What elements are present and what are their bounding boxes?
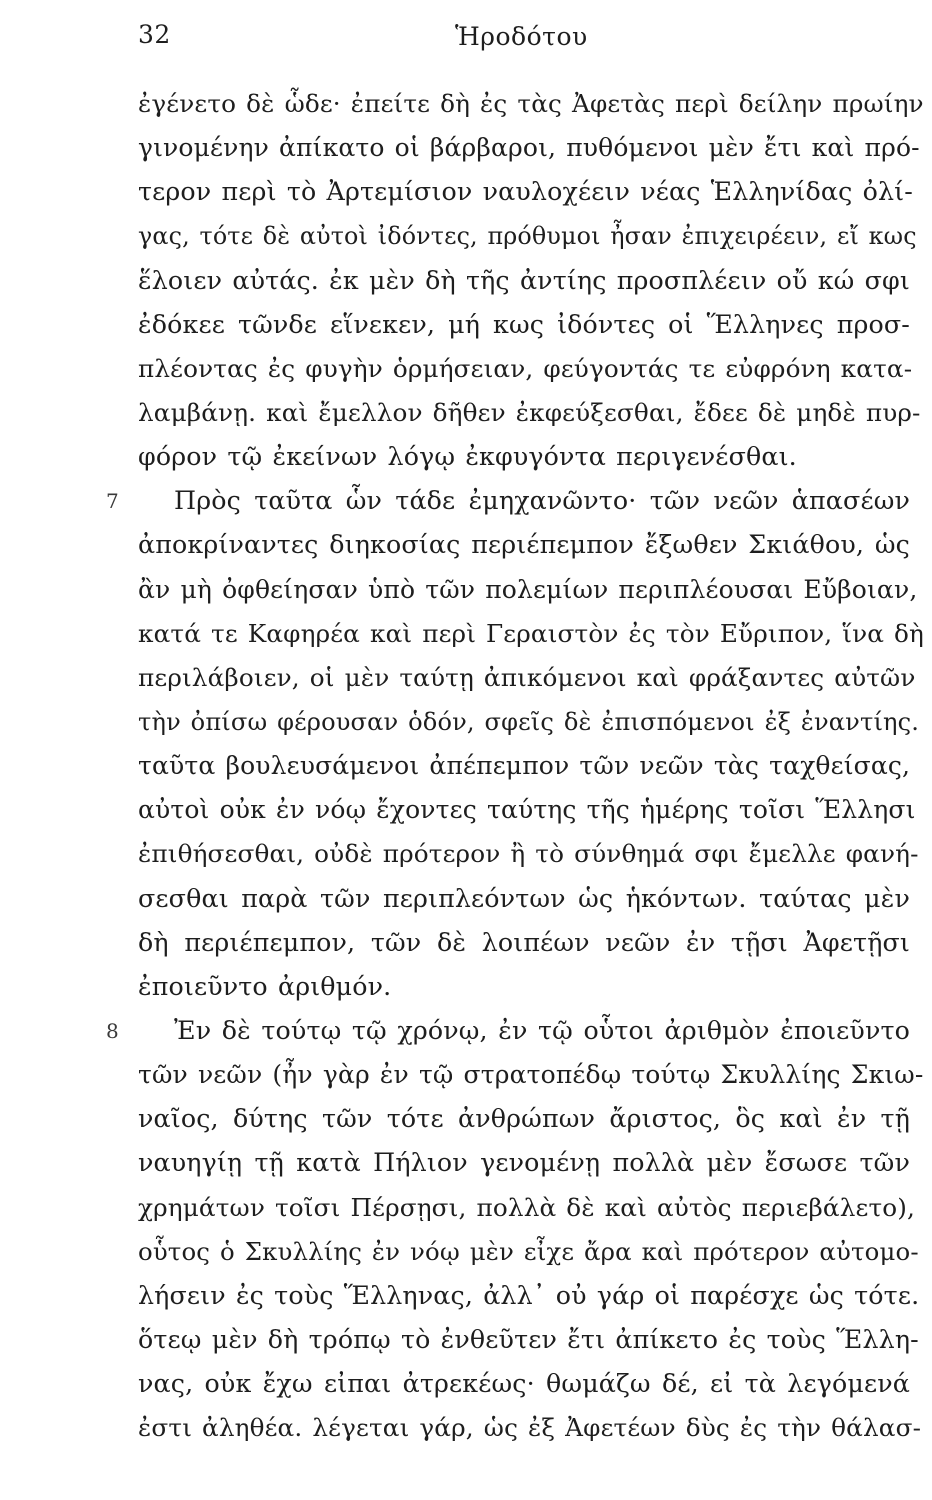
- text-line: [138, 1318, 919, 1362]
- text-line: [138, 1186, 916, 1230]
- page-header: [0, 14, 932, 54]
- line-text: ἐστι ἀληθέα. λέγεται γάρ, ὡς ἐξ Ἀφετέων δὺς ἐς τὴν θάλασ-: [138, 1413, 922, 1443]
- page-number: 32: [138, 20, 171, 49]
- text-line: [138, 170, 913, 214]
- line-text: ἕλοιεν αὐτάς. ἐκ μὲν δὴ τῆς ἀντίης προσπλέειν οὔ κώ σφι: [138, 265, 910, 295]
- text-line: [138, 832, 919, 876]
- line-text: κατά τε Καφηρέα καὶ περὶ Γεραιστὸν ἐς τὸν Εὔριπον, ἵνα δὴ: [138, 618, 925, 648]
- text-line: [138, 214, 917, 258]
- text-line: [106, 1009, 910, 1053]
- line-text: πλέοντας ἐς φυγὴν ὁρμήσειαν, φεύγοντάς τε εὐφρόνη κατα-: [138, 353, 913, 383]
- text-line: [138, 347, 913, 391]
- text-line: [138, 700, 920, 744]
- text-line: [138, 1230, 919, 1274]
- line-text: δὴ περιέπεμπον, τῶν δὲ λοιπέων νεῶν ἐν τῇσι Ἀφετῇσι: [138, 927, 910, 957]
- line-text: τῶν νεῶν (ἦν γὰρ ἐν τῷ στρατοπέδῳ τούτῳ Σκυλλίης Σκιω-: [138, 1060, 924, 1090]
- text-line: [138, 435, 910, 479]
- line-text: νας, οὐκ ἔχω εἰπαι ἀτρεκέως· θωμάζω δέ, εἰ τὰ λεγόμενά: [138, 1369, 910, 1399]
- text-line: [138, 1406, 922, 1450]
- line-text: ναυηγίῃ τῇ κατὰ Πήλιον γενομένῃ πολλὰ μὲν ἔσωσε τῶν: [138, 1148, 910, 1178]
- text-line: [138, 523, 910, 567]
- line-text: ἐδόκεε τῶνδε εἵνεκεν, μή κως ἰδόντες οἱ Ἕλληνες προσ-: [138, 309, 910, 339]
- text-line: [138, 1097, 910, 1141]
- text-line: [138, 612, 925, 656]
- line-text: τερον περὶ τὸ Ἀρτεμίσιον ναυλοχέειν νέας Ἑλληνίδας ὀλί-: [138, 177, 913, 207]
- text-line: [138, 126, 920, 170]
- line-text: ἀποκρίναντες διηκοσίας περιέπεμπον ἔξωθεν Σκιάθου, ὡς: [138, 530, 910, 560]
- text-line: [138, 1141, 910, 1185]
- text-line: [138, 82, 924, 126]
- line-text: φόρον τῷ ἐκείνων λόγῳ ἐκφυγόντα περιγενέσθαι.: [138, 442, 797, 472]
- line-text: οὗτος ὁ Σκυλλίης ἐν νόῳ μὲν εἶχε ἄρα καὶ πρότερον αὐτομο-: [138, 1236, 919, 1266]
- line-text: ἐποιεῦντο ἀριθμόν.: [138, 971, 392, 1001]
- line-text: ἐπιθήσεσθαι, οὐδὲ πρότερον ἢ τὸ σύνθημά σφι ἔμελλε φανή-: [138, 839, 919, 869]
- text-line: [138, 877, 910, 921]
- body-text: [106, 82, 925, 1450]
- text-line: [138, 391, 921, 435]
- text-line: [138, 1362, 910, 1406]
- line-text: ναῖος, δύτης τῶν τότε ἀνθρώπων ἄριστος, ὃς καὶ ἐν τῇ: [138, 1104, 910, 1134]
- line-text: χρημάτων τοῖσι Πέρσῃσι, πολλὰ δὲ καὶ αὐτὸς περιεβάλετο),: [138, 1192, 916, 1222]
- text-line: [138, 1053, 924, 1097]
- line-text: ἐγένετο δὲ ὧδε· ἐπείτε δὴ ἐς τὰς Ἀφετὰς περὶ δείλην πρωίην: [138, 89, 924, 118]
- line-text: λήσειν ἐς τοὺς Ἕλληνας, ἀλλ᾽ οὐ γάρ οἱ παρέσχε ὡς τότε.: [138, 1280, 920, 1310]
- text-line: [138, 656, 916, 700]
- section-number: 8: [106, 1018, 119, 1043]
- running-title: Ἡροδότου: [455, 22, 588, 51]
- text-line: [106, 479, 910, 523]
- line-text: αὐτοὶ οὐκ ἐν νόῳ ἔχοντες ταύτης τῆς ἡμέρης τοῖσι Ἕλλησι: [138, 795, 916, 825]
- line-text: ὅτεῳ μὲν δὴ τρόπῳ τὸ ἐνθεῦτεν ἔτι ἀπίκετο ἐς τοὺς Ἕλλη-: [138, 1324, 919, 1354]
- line-text: τὴν ὀπίσω φέρουσαν ὁδόν, σφεῖς δὲ ἐπισπόμενοι ἐξ ἐναντίης.: [138, 707, 920, 736]
- text-line: [138, 921, 910, 965]
- text-line: [138, 259, 910, 303]
- text-line: [138, 788, 916, 832]
- text-line: [138, 965, 910, 1009]
- text-line: [138, 568, 918, 612]
- text-line: [138, 744, 910, 788]
- line-text: γας, τότε δὲ αὐτοὶ ἰδόντες, πρόθυμοι ἦσαν ἐπιχειρέειν, εἴ κως: [138, 222, 917, 251]
- line-text: Πρὸς ταῦτα ὧν τάδε ἐμηχανῶντο· τῶν νεῶν ἁπασέων: [174, 486, 910, 516]
- text-line: [138, 303, 910, 347]
- line-text: ἂν μὴ ὀφθείησαν ὑπὸ τῶν πολεμίων περιπλέουσαι Εὔβοιαν,: [138, 574, 918, 604]
- line-text: λαμβάνῃ. καὶ ἔμελλον δῆθεν ἐκφεύξεσθαι, ἔδεε δὲ μηδὲ πυρ-: [138, 397, 921, 427]
- line-text: σεσθαι παρὰ τῶν περιπλεόντων ὡς ἡκόντων. ταύτας μὲν: [138, 883, 910, 913]
- line-text: ταῦτα βουλευσάμενοι ἀπέπεμπον τῶν νεῶν τὰς ταχθείσας,: [138, 751, 911, 781]
- line-text: γινομένην ἀπίκατο οἱ βάρβαροι, πυθόμενοι μὲν ἔτι καὶ πρό-: [138, 133, 920, 163]
- section-number: 7: [106, 489, 119, 514]
- line-text: Ἐν δὲ τούτῳ τῷ χρόνῳ, ἐν τῷ οὗτοι ἀριθμὸν ἐποιεῦντο: [174, 1015, 910, 1045]
- line-text: περιλάβοιεν, οἱ μὲν ταύτῃ ἀπικόμενοι καὶ φράξαντες αὐτῶν: [138, 662, 916, 692]
- text-line: [138, 1274, 920, 1318]
